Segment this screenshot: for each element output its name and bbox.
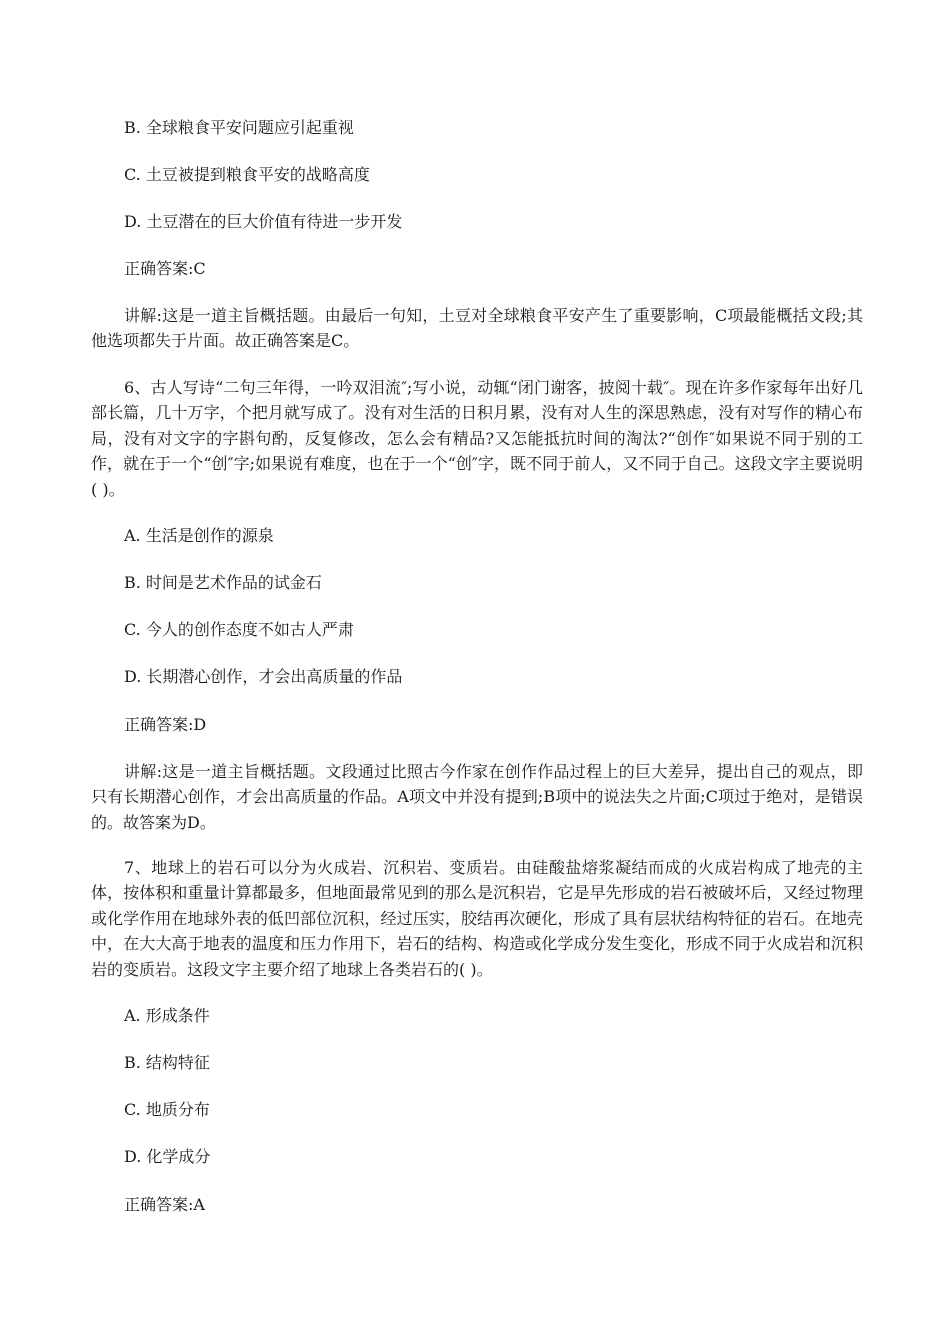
q5-option-b: B. 全球粮食平安问题应引起重视 bbox=[124, 118, 354, 137]
q7-option-d: D. 化学成分 bbox=[124, 1147, 211, 1166]
q5-option-c: C. 土豆被提到粮食平安的战略高度 bbox=[124, 165, 370, 184]
q6-option-d: D. 长期潜心创作，才会出高质量的作品 bbox=[124, 667, 403, 686]
q6-question: 6、古人写诗“二句三年得，一吟双泪流″;写小说，动辄“闭门谢客，披阅十载″。现在许多作家每年出好几部长篇，几十万字，个把月就写成了。没有对生活的日积月累，没有对人生的深思熟虑，没有对写作的精心布局，没有对文字的字斟句酌，反复修改，怎么会有精品?又怎能抵抗时间的淘汰?“创作″如果说不同于别的工作，就在于一个“创″字;如果说有难度，也在于一个“创″字，既不同于前人，又不同于自己。这段文字主要说明( )。 bbox=[91, 378, 863, 499]
q7-answer: 正确答案:A bbox=[124, 1195, 205, 1214]
q6-option-a: A. 生活是创作的源泉 bbox=[124, 526, 274, 545]
q7-option-a: A. 形成条件 bbox=[124, 1006, 210, 1025]
q6-answer: 正确答案:D bbox=[124, 715, 207, 734]
q7-question: 7、地球上的岩石可以分为火成岩、沉积岩、变质岩。由硅酸盐熔浆凝结而成的火成岩构成了地壳的主体，按体积和重量计算都最多，但地面最常见到的那么是沉积岩，它是早先形成的岩石被破坏后，又经过物理或化学作用在地球外表的低凹部位沉积，经过压实，胶结再次硬化，形成了具有层状结构特征的岩石。在地壳中，在大大高于地表的温度和压力作用下，岩石的结构、构造或化学成分发生变化，形成不同于火成岩和沉积岩的变质岩。这段文字主要介绍了地球上各类岩石的( )。 bbox=[91, 858, 863, 979]
q7-option-b: B. 结构特征 bbox=[124, 1053, 210, 1072]
q6-explanation: 讲解:这是一道主旨概括题。文段通过比照古今作家在创作作品过程上的巨大差异，提出自己的观点，即只有长期潜心创作，才会出高质量的作品。A项文中并没有提到;B项中的说法失之片面;C项过于绝对，是错误的。故答案为D。 bbox=[91, 762, 863, 832]
q5-answer: 正确答案:C bbox=[124, 259, 206, 278]
q6-option-c: C. 今人的创作态度不如古人严肃 bbox=[124, 620, 354, 639]
q7-option-c: C. 地质分布 bbox=[124, 1100, 210, 1119]
q6-option-b: B. 时间是艺术作品的试金石 bbox=[124, 573, 322, 592]
q5-option-d: D. 土豆潜在的巨大价值有待进一步开发 bbox=[124, 212, 403, 231]
q5-explanation: 讲解:这是一道主旨概括题。由最后一句知，土豆对全球粮食平安产生了重要影响，C项最能概括文段;其他选项都失于片面。故正确答案是C。 bbox=[91, 306, 863, 351]
